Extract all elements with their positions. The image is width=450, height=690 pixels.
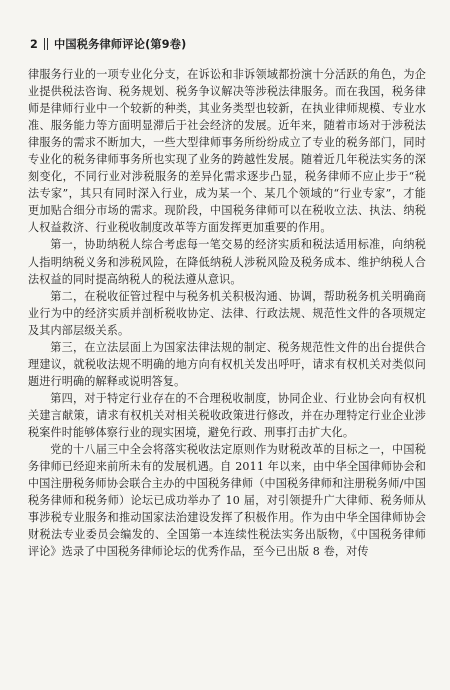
paragraph-continuation: 律服务行业的一项专业化分支，在诉讼和非诉领域都扮演十分活跃的角色，为企业提供税法咨询、税务规划、税务争议解决等涉税法律服务。而在我国，税务律师是律师行业中一个较新的种类，其业务类型也较新，在执业律师规模、专业水准、服务能力等方面明显滞后于社会经济的发展。近年来，随着市场对于涉税法律服务的需求不断加大，一些大型律师事务所纷纷成立了专业的税务部门，同时专业化的税务律师事务所也实现了业务的跨越性发展。随着近几年税法实务的深刻变化，不同行业对涉税服务的差异化需求逐步凸显，税务律师不应止步于“税法专家”，其只有同时深入行业，成为某一个、某几个领域的“行业专家”，才能更加贴合细分市场的需求。现阶段，中国税务律师可以在税收立法、执法、纳税人权益救济、行业税收制度改革等方面发挥更加重要的作用。: [28, 68, 426, 235]
paragraph-first-role: 第一，协助纳税人综合考虑每一笔交易的经济实质和税法适用标准，向纳税人指明纳税义务和涉税风险，在降低纳税人涉税风险及税务成本、维护纳税人合法权益的同时提高纳税人的税法遵从意识。: [28, 238, 426, 286]
header-divider: [44, 38, 48, 50]
paragraph-fourth-role: 第四，对于特定行业存在的不合理税收制度，协同企业、行业协会向有权机关建言献策，请求有权机关对相关税收政策进行修改，并在办理特定行业企业涉税案件时能够体察行业的现实困境，避免行政、刑事打击扩大化。: [28, 391, 426, 439]
body-text: [28, 66, 426, 560]
page-number: 2: [30, 37, 38, 51]
running-header: [30, 36, 186, 52]
paragraph-development: 党的十八届三中全会将落实税收法定原则作为财税改革的目标之一，中国税务律师已经迎来前所未有的发展机遇。自 2011 年以来，由中华全国律师协会和中国注册税务师协会联合主办的中国税务律师（中国税务律师和注册税务师/中国税务律师和税务师）论坛已成功举办了 10 届，对引领提升广大律师、税务师从事涉税专业服务和推动国家法治建设发挥了积极作用。作为由中华全国律师协会财税法专业委员会编发的、全国第一本连续性税法实务出版物，《中国税务律师评论》选录了中国税务律师论坛的优秀作品，至今已出版 8 卷，对传: [28, 443, 426, 559]
book-title: 中国税务律师评论(第9卷): [53, 38, 187, 51]
paragraph-third-role: 第三，在立法层面上为国家法律法规的制定、税务规范性文件的出台提供合理建议，就税收法规不明确的地方向有权机关发出呼吁，请求有权机关对类似问题进行明确的解释或说明答复。: [28, 340, 426, 388]
paragraph-second-role: 第二，在税收征管过程中与税务机关积极沟通、协调，帮助税务机关明确商业行为中的经济实质并剖析税收协定、法律、行政法规、规范性文件的各项规定及其内部层级关系。: [28, 289, 426, 337]
